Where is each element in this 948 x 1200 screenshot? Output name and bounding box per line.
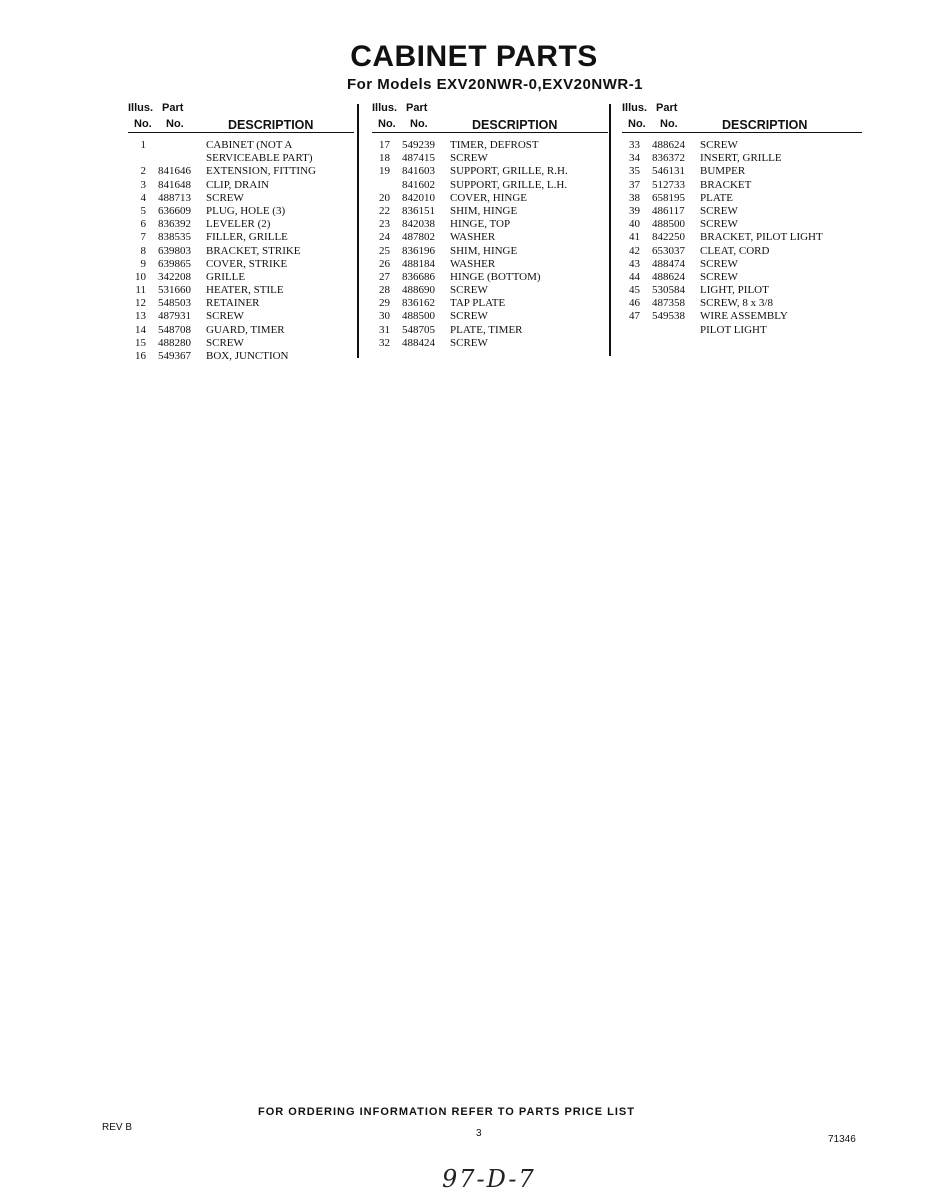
document-code: 71346 bbox=[828, 1134, 856, 1145]
illus-number: 15 bbox=[135, 336, 146, 349]
table-row bbox=[372, 310, 608, 323]
table-row bbox=[128, 231, 354, 244]
table-row bbox=[372, 271, 608, 284]
part-number: 836196 bbox=[402, 244, 435, 257]
column-divider bbox=[609, 104, 611, 356]
part-description: SUPPORT, GRILLE, R.H. bbox=[450, 165, 568, 178]
illus-number: 37 bbox=[629, 178, 640, 191]
description-header: DESCRIPTION bbox=[472, 118, 558, 132]
table-row bbox=[128, 218, 354, 231]
part-description: PLATE, TIMER bbox=[450, 323, 523, 336]
table-row bbox=[622, 205, 862, 218]
part-number: 488280 bbox=[158, 336, 191, 349]
illus-number: 8 bbox=[140, 244, 146, 257]
table-row bbox=[128, 297, 354, 310]
illus-number: 6 bbox=[140, 218, 146, 231]
parts-rows bbox=[128, 133, 354, 363]
illus-number: 39 bbox=[629, 204, 640, 217]
table-row bbox=[128, 139, 354, 152]
table-row bbox=[622, 231, 862, 244]
page-title: CABINET PARTS bbox=[350, 40, 598, 73]
illus-number: 3 bbox=[140, 178, 146, 191]
ordering-info: FOR ORDERING INFORMATION REFER TO PARTS PRICE LIST bbox=[258, 1106, 635, 1118]
part-description: SCREW bbox=[700, 270, 738, 283]
table-row bbox=[622, 139, 862, 152]
part-description: SCREW bbox=[206, 310, 244, 323]
part-number: 342208 bbox=[158, 270, 191, 283]
illus-number: 22 bbox=[379, 204, 390, 217]
part-number: 836372 bbox=[652, 152, 685, 165]
illus-number: 40 bbox=[629, 218, 640, 231]
table-row bbox=[372, 245, 608, 258]
part-description: SCREW bbox=[450, 284, 488, 297]
table-row bbox=[622, 179, 862, 192]
illus-number: 34 bbox=[629, 152, 640, 165]
part-description: GRILLE bbox=[206, 270, 246, 283]
illus-number: 43 bbox=[629, 257, 640, 270]
part-number: 841602 bbox=[402, 178, 435, 191]
table-row bbox=[372, 324, 608, 337]
table-row bbox=[622, 271, 862, 284]
table-row bbox=[372, 297, 608, 310]
part-description: SCREW bbox=[450, 152, 488, 165]
table-row bbox=[372, 258, 608, 271]
illus-number: 35 bbox=[629, 165, 640, 178]
part-description: SCREW bbox=[700, 204, 738, 217]
part-number: 531660 bbox=[158, 284, 191, 297]
illus-number: 38 bbox=[629, 191, 640, 204]
part-description: LIGHT, PILOT bbox=[700, 284, 769, 297]
part-description: SHIM, HINGE bbox=[450, 244, 518, 257]
part-description: BRACKET, PILOT LIGHT bbox=[700, 231, 823, 244]
part-no-header: No. bbox=[660, 118, 678, 130]
table-row bbox=[622, 165, 862, 178]
table-row bbox=[128, 258, 354, 271]
part-number: 487931 bbox=[158, 310, 191, 323]
part-description: SCREW bbox=[450, 336, 488, 349]
table-row bbox=[128, 310, 354, 323]
table-row bbox=[372, 231, 608, 244]
part-number: 548503 bbox=[158, 297, 191, 310]
part-number: 486117 bbox=[652, 204, 685, 217]
description-header: DESCRIPTION bbox=[228, 118, 314, 132]
column-header bbox=[622, 102, 862, 133]
illus-number: 11 bbox=[135, 284, 146, 297]
parts-rows bbox=[622, 133, 862, 337]
table-row bbox=[128, 192, 354, 205]
part-number: 488184 bbox=[402, 257, 435, 270]
part-number: 836686 bbox=[402, 270, 435, 283]
part-number: 487358 bbox=[652, 297, 685, 310]
part-header: Part bbox=[406, 102, 428, 114]
part-number: 841648 bbox=[158, 178, 191, 191]
illus-no-header: No. bbox=[378, 118, 396, 130]
table-row bbox=[128, 271, 354, 284]
illus-number: 18 bbox=[379, 152, 390, 165]
table-row bbox=[372, 192, 608, 205]
illus-no-header: No. bbox=[628, 118, 646, 130]
part-description: INSERT, GRILLE bbox=[700, 152, 782, 165]
column-header bbox=[372, 102, 608, 133]
table-row bbox=[622, 284, 862, 297]
part-number: 488713 bbox=[158, 191, 191, 204]
part-number: 488624 bbox=[652, 139, 685, 151]
part-number: 549538 bbox=[652, 310, 685, 323]
illus-number: 14 bbox=[135, 323, 146, 336]
part-number: 488624 bbox=[652, 270, 685, 283]
part-description: LEVELER (2) bbox=[206, 218, 271, 231]
part-description: EXTENSION, FITTING bbox=[206, 165, 316, 178]
parts-column-2 bbox=[372, 102, 608, 350]
illus-number: 28 bbox=[379, 284, 390, 297]
part-description: PILOT LIGHT bbox=[700, 323, 767, 336]
illus-number: 42 bbox=[629, 244, 640, 257]
part-description: SCREW bbox=[700, 257, 738, 270]
table-row bbox=[128, 152, 354, 165]
illus-header: Illus. bbox=[622, 102, 648, 114]
illus-number: 20 bbox=[379, 191, 390, 204]
part-description: WIRE ASSEMBLY bbox=[700, 310, 788, 323]
part-number: 836162 bbox=[402, 297, 435, 310]
table-row bbox=[128, 350, 354, 363]
table-row bbox=[128, 245, 354, 258]
illus-number: 46 bbox=[629, 297, 640, 310]
part-number: 488424 bbox=[402, 336, 435, 349]
illus-number: 26 bbox=[379, 257, 390, 270]
illus-number: 16 bbox=[135, 350, 146, 362]
table-row bbox=[372, 337, 608, 350]
table-row bbox=[372, 152, 608, 165]
part-number: 836151 bbox=[402, 204, 435, 217]
part-number: 488500 bbox=[402, 310, 435, 323]
part-description: PLATE bbox=[700, 191, 733, 204]
table-row bbox=[372, 165, 608, 178]
parts-column-1 bbox=[128, 102, 354, 363]
part-description: SCREW, 8 x 3/8 bbox=[700, 297, 773, 310]
part-description: GUARD, TIMER bbox=[206, 323, 285, 336]
illus-number: 1 bbox=[140, 139, 146, 151]
illus-header: Illus. bbox=[128, 102, 154, 114]
table-row bbox=[128, 205, 354, 218]
part-header: Part bbox=[162, 102, 184, 114]
table-row bbox=[622, 258, 862, 271]
part-description: WASHER bbox=[450, 231, 496, 244]
part-description: COVER, STRIKE bbox=[206, 257, 288, 270]
part-number: 546131 bbox=[652, 165, 685, 178]
table-row bbox=[622, 245, 862, 258]
part-header: Part bbox=[656, 102, 678, 114]
illus-number: 23 bbox=[379, 218, 390, 231]
column-header bbox=[128, 102, 354, 133]
parts-rows bbox=[372, 133, 608, 350]
part-number: 548708 bbox=[158, 323, 191, 336]
part-description: BOX, JUNCTION bbox=[206, 350, 289, 362]
table-row bbox=[128, 284, 354, 297]
part-number: 653037 bbox=[652, 244, 685, 257]
part-number: 841603 bbox=[402, 165, 435, 178]
part-description: HINGE, TOP bbox=[450, 218, 511, 231]
illus-number: 47 bbox=[629, 310, 640, 323]
illus-number: 27 bbox=[379, 270, 390, 283]
table-row bbox=[372, 205, 608, 218]
table-row bbox=[622, 152, 862, 165]
table-row bbox=[622, 218, 862, 231]
illus-number: 13 bbox=[135, 310, 146, 323]
part-description: SUPPORT, GRILLE, L.H. bbox=[450, 178, 568, 191]
illus-number: 24 bbox=[379, 231, 390, 244]
table-row bbox=[128, 337, 354, 350]
part-number: 636609 bbox=[158, 204, 191, 217]
part-description: FILLER, GRILLE bbox=[206, 231, 288, 244]
table-row bbox=[622, 297, 862, 310]
parts-column-3 bbox=[622, 102, 862, 337]
part-number: 838535 bbox=[158, 231, 191, 244]
illus-number: 31 bbox=[379, 323, 390, 336]
illus-number: 2 bbox=[140, 165, 146, 178]
part-description: CLIP, DRAIN bbox=[206, 178, 269, 191]
illus-number: 12 bbox=[135, 297, 146, 310]
part-number: 487802 bbox=[402, 231, 435, 244]
part-number: 639865 bbox=[158, 257, 191, 270]
part-description: HEATER, STILE bbox=[206, 284, 284, 297]
part-number: 639803 bbox=[158, 244, 191, 257]
table-row bbox=[622, 192, 862, 205]
table-row bbox=[128, 324, 354, 337]
part-number: 842010 bbox=[402, 191, 435, 204]
illus-number: 45 bbox=[629, 284, 640, 297]
part-number: 488690 bbox=[402, 284, 435, 297]
part-description: BRACKET, STRIKE bbox=[206, 244, 301, 257]
illus-number: 30 bbox=[379, 310, 390, 323]
part-number: 842250 bbox=[652, 231, 685, 244]
description-header: DESCRIPTION bbox=[722, 118, 808, 132]
table-row bbox=[622, 310, 862, 323]
table-row bbox=[128, 165, 354, 178]
part-number: 842038 bbox=[402, 218, 435, 231]
part-number: 487415 bbox=[402, 152, 435, 165]
illus-number: 41 bbox=[629, 231, 640, 244]
part-description: CABINET (NOT A bbox=[206, 139, 293, 151]
part-number: 841646 bbox=[158, 165, 191, 178]
part-description: SCREW bbox=[700, 139, 738, 151]
table-row bbox=[372, 179, 608, 192]
part-description: SCREW bbox=[206, 336, 244, 349]
table-row bbox=[128, 179, 354, 192]
part-description: RETAINER bbox=[206, 297, 260, 310]
table-row bbox=[372, 139, 608, 152]
part-description: SCREW bbox=[206, 191, 244, 204]
illus-number: 32 bbox=[379, 336, 390, 349]
part-number: 512733 bbox=[652, 178, 685, 191]
part-description: CLEAT, CORD bbox=[700, 244, 770, 257]
page-number: 3 bbox=[476, 1128, 482, 1139]
illus-number: 4 bbox=[140, 191, 146, 204]
illus-header: Illus. bbox=[372, 102, 398, 114]
illus-number: 29 bbox=[379, 297, 390, 310]
illus-number: 19 bbox=[379, 165, 390, 178]
part-number: 488500 bbox=[652, 218, 685, 231]
part-description: TIMER, DEFROST bbox=[450, 139, 539, 151]
part-number: 836392 bbox=[158, 218, 191, 231]
part-description: HINGE (BOTTOM) bbox=[450, 270, 541, 283]
part-description: SCREW bbox=[700, 218, 738, 231]
table-row bbox=[372, 284, 608, 297]
part-description: BRACKET bbox=[700, 178, 752, 191]
models-subtitle: For Models EXV20NWR-0,EXV20NWR-1 bbox=[346, 76, 644, 93]
revision-label: REV B bbox=[102, 1122, 133, 1133]
part-description: WASHER bbox=[450, 257, 496, 270]
illus-number: 9 bbox=[140, 257, 146, 270]
part-description: SCREW bbox=[450, 310, 488, 323]
illus-number: 5 bbox=[140, 204, 146, 217]
part-description: TAP PLATE bbox=[450, 297, 506, 310]
illus-number: 7 bbox=[140, 231, 146, 244]
illus-number: 17 bbox=[379, 139, 390, 151]
part-number: 658195 bbox=[652, 191, 685, 204]
illus-number: 33 bbox=[629, 139, 640, 151]
part-number: 530584 bbox=[652, 284, 685, 297]
table-row bbox=[622, 324, 862, 337]
part-description: COVER, HINGE bbox=[450, 191, 527, 204]
handwritten-note: 97-D-7 bbox=[442, 1165, 536, 1193]
illus-no-header: No. bbox=[134, 118, 152, 130]
part-description: SERVICEABLE PART) bbox=[206, 152, 313, 165]
illus-number: 44 bbox=[629, 270, 640, 283]
part-description: BUMPER bbox=[700, 165, 746, 178]
part-description: SHIM, HINGE bbox=[450, 204, 518, 217]
part-number: 488474 bbox=[652, 257, 685, 270]
table-row bbox=[372, 218, 608, 231]
column-divider bbox=[357, 104, 359, 358]
part-no-header: No. bbox=[166, 118, 184, 130]
illus-number: 10 bbox=[135, 270, 146, 283]
part-description: PLUG, HOLE (3) bbox=[206, 204, 286, 217]
part-number: 549367 bbox=[158, 350, 191, 362]
part-number: 549239 bbox=[402, 139, 435, 151]
part-number: 548705 bbox=[402, 323, 435, 336]
part-no-header: No. bbox=[410, 118, 428, 130]
illus-number: 25 bbox=[379, 244, 390, 257]
